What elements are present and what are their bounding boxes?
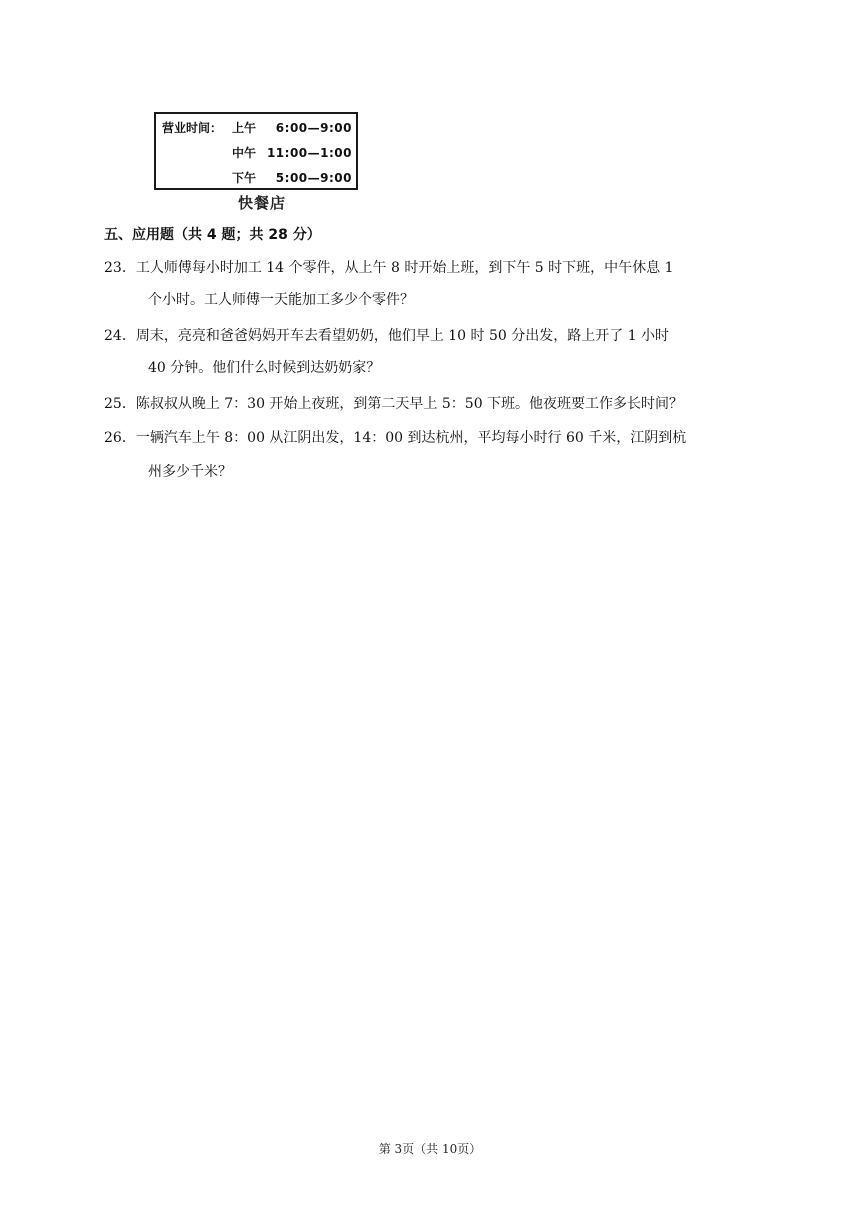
hours-period-afternoon: 下午 [232,171,257,185]
hours-time-noon: 11:00—1:00 [266,146,352,160]
hours-row-noon [156,144,356,162]
question-26-line-1: 26．一辆汽车上午 8：00 从江阴出发，14：00 到达杭州，平均每小时行 60 千米，江阴到杭 [104,430,687,446]
hours-label: 营业时间： [162,121,223,135]
page-footer: 第 3页（共 10页） [378,1142,482,1156]
hours-time-morning: 6:00—9:00 [275,121,352,135]
hours-period-morning: 上午 [232,121,257,135]
question-25-line-1: 25．陈叔叔从晚上 7：30 开始上夜班，到第二天早上 5：50 下班。他夜班要工作多长时间？ [104,396,684,412]
business-hours-sign [154,112,358,190]
hours-time-afternoon: 5:00—9:00 [275,171,352,185]
hours-period-noon: 中午 [232,146,257,160]
question-23-line-1: 23．工人师傅每小时加工 14 个零件，从上午 8 时开始上班，到下午 5 时下班，中午休息 1 [104,260,674,276]
question-24-line-2: 40 分钟。他们什么时候到达奶奶家？ [148,360,381,376]
sign-caption: 快餐店 [238,194,287,212]
hours-row-afternoon [156,169,356,187]
section-heading: 五、应用题（共 4 题；共 28 分） [104,227,321,243]
question-24-line-1: 24．周末，亮亮和爸爸妈妈开车去看望奶奶，他们早上 10 时 50 分出发，路上开了 1 小时 [104,328,670,344]
question-23-line-2: 个小时。工人师傅一天能加工多少个零件？ [148,292,414,308]
question-26-line-2: 州多少千米？ [148,464,232,480]
hours-row-morning [156,119,356,137]
